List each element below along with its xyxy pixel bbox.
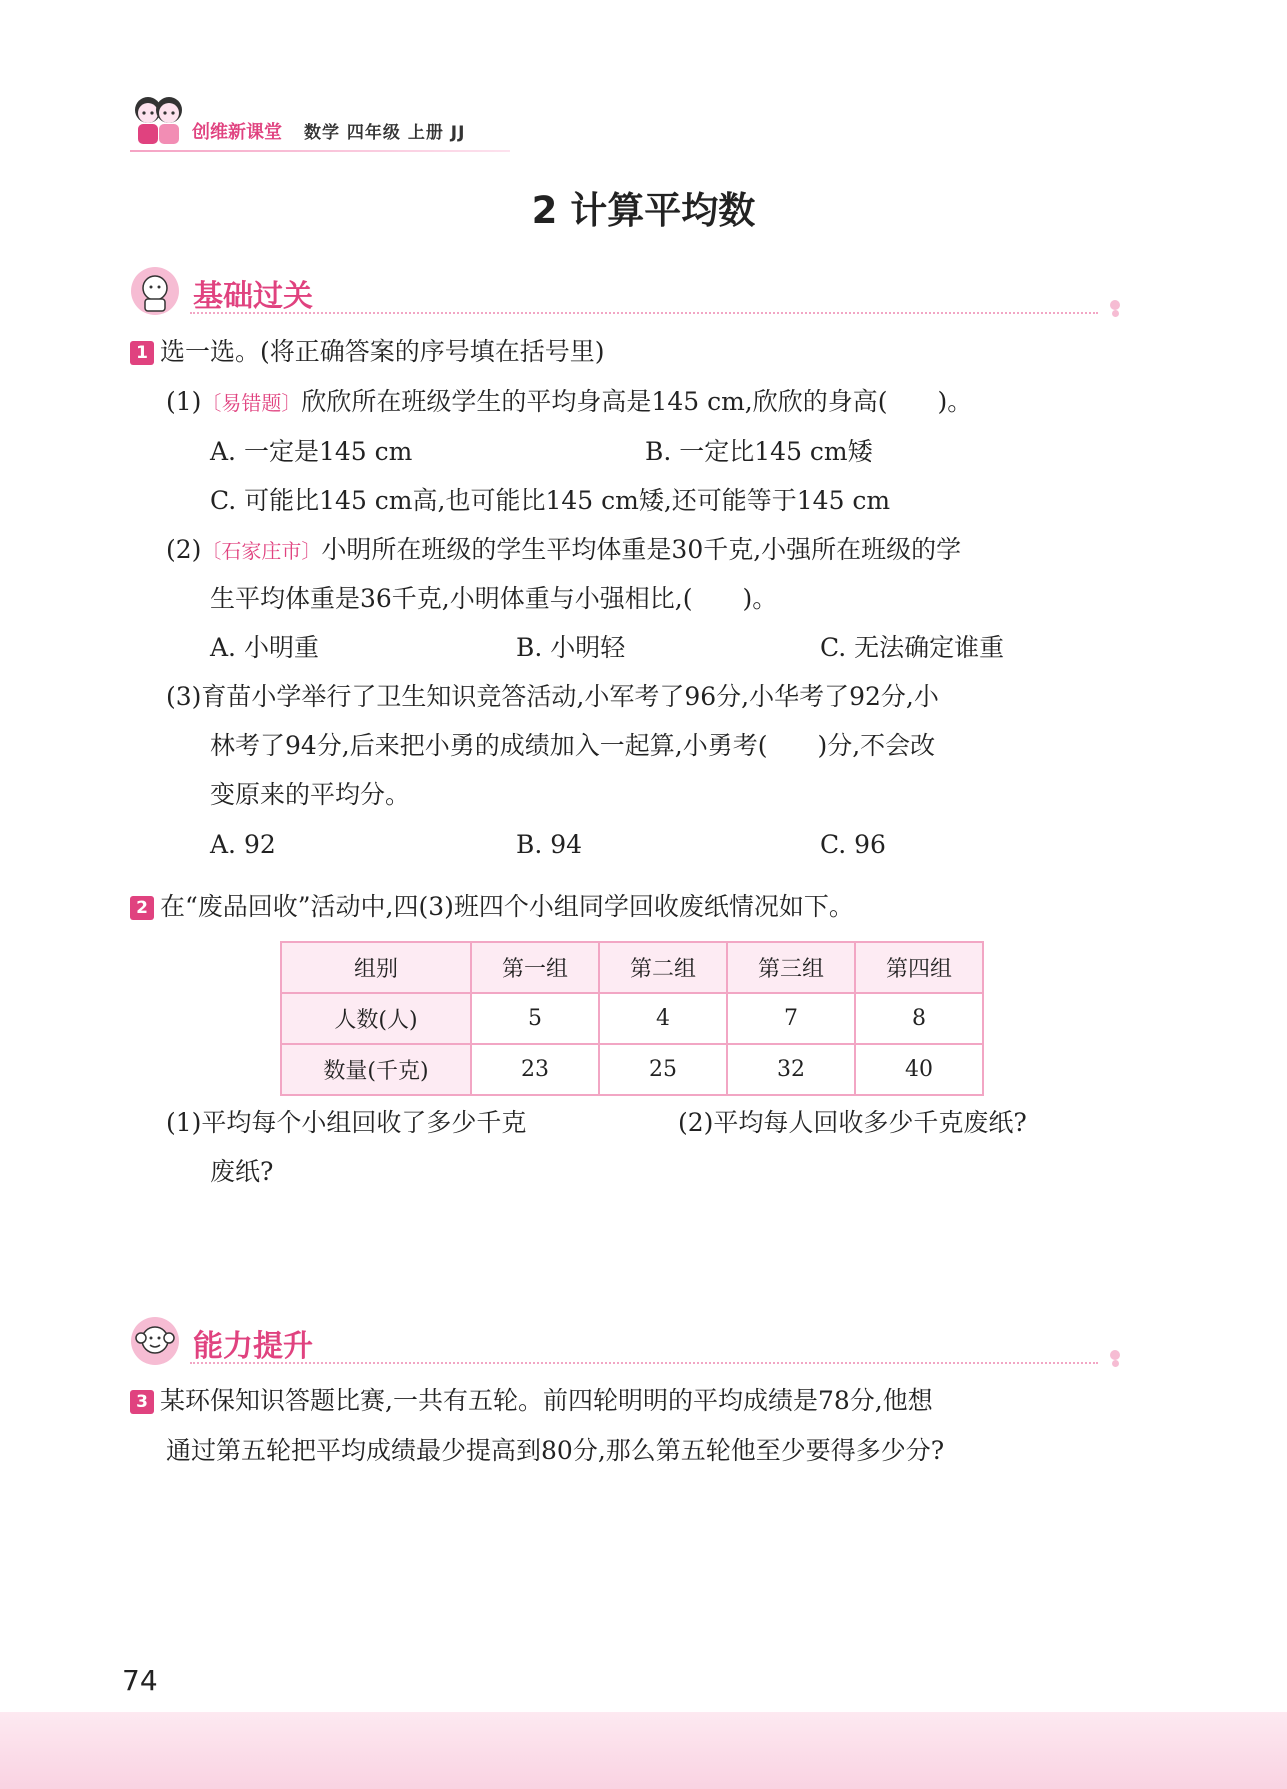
table-cell: 5 bbox=[471, 993, 599, 1044]
header-subject: 数学 四年级 上册 JJ bbox=[304, 123, 466, 143]
q1-p3-option-b: B. 94 bbox=[516, 830, 583, 859]
header-brand: 创维新课堂 bbox=[192, 122, 282, 143]
q1-p1-option-b: B. 一定比145 cm矮 bbox=[645, 437, 873, 466]
table-cell: 数量(千克) bbox=[281, 1044, 471, 1095]
section-advanced-title: 能力提升 bbox=[193, 1329, 313, 1364]
q3-line1-text: 某环保知识答题比赛,一共有五轮。前四轮明明的平均成绩是78分,他想 bbox=[160, 1386, 933, 1415]
table-header-cell: 第二组 bbox=[599, 942, 727, 993]
q1-p2-option-c: C. 无法确定谁重 bbox=[820, 633, 1005, 662]
q1-p1-text: 欣欣所在班级学生的平均身高是145 cm,欣欣的身高( )。 bbox=[301, 387, 973, 416]
q1-stem bbox=[130, 337, 605, 367]
q2-stem bbox=[130, 892, 854, 922]
q2-stem-text: 在“废品回收”活动中,四(3)班四个小组同学回收废纸情况如下。 bbox=[160, 892, 854, 921]
page-number: 74 bbox=[122, 1664, 158, 1697]
table-cell: 25 bbox=[599, 1044, 727, 1095]
q3-line1 bbox=[130, 1386, 933, 1416]
q3-number: 3 bbox=[130, 1390, 154, 1414]
q1-p3-line2: 林考了94分,后来把小勇的成绩加入一起算,小勇考( )分,不会改 bbox=[210, 731, 936, 760]
decor-dot bbox=[1110, 300, 1120, 310]
q1-p1-label: (1) bbox=[166, 387, 202, 416]
table-cell: 人数(人) bbox=[281, 993, 471, 1044]
section-basic-divider bbox=[190, 312, 1098, 314]
q1-p2-line1 bbox=[166, 535, 961, 566]
mascot-logo-icon bbox=[128, 92, 188, 150]
q1-p2-tag: 〔石家庄市〕 bbox=[201, 539, 322, 563]
recycling-table bbox=[280, 941, 984, 1096]
q1-p1 bbox=[166, 387, 972, 418]
section-advanced-divider bbox=[190, 1362, 1098, 1364]
page-title: 2 计算平均数 bbox=[531, 189, 756, 232]
teacher-mascot-icon bbox=[130, 266, 180, 316]
q2-sub2: (2)平均每人回收多少千克废纸? bbox=[678, 1108, 1027, 1137]
table-header-cell: 第三组 bbox=[727, 942, 855, 993]
q1-p3-option-a: A. 92 bbox=[210, 830, 276, 859]
q2-sub1-line1: (1)平均每个小组回收了多少千克 bbox=[166, 1108, 527, 1137]
q1-p1-option-a: A. 一定是145 cm bbox=[210, 437, 413, 466]
q1-p2-line2: 生平均体重是36千克,小明体重与小强相比,( )。 bbox=[210, 584, 778, 613]
table-row bbox=[281, 1044, 983, 1095]
q1-p3-line1: (3)育苗小学举行了卫生知识竞答活动,小军考了96分,小华考了92分,小 bbox=[166, 682, 939, 711]
table-cell: 23 bbox=[471, 1044, 599, 1095]
monkey-mascot-icon bbox=[130, 1316, 180, 1366]
q1-p1-option-c: C. 可能比145 cm高,也可能比145 cm矮,还可能等于145 cm bbox=[210, 486, 891, 515]
table-row bbox=[281, 993, 983, 1044]
table-cell: 32 bbox=[727, 1044, 855, 1095]
q1-number: 1 bbox=[130, 341, 154, 365]
q2-number: 2 bbox=[130, 896, 154, 920]
q1-p2-label: (2) bbox=[166, 535, 202, 564]
table-header-cell: 第一组 bbox=[471, 942, 599, 993]
decor-dot bbox=[1110, 1350, 1120, 1360]
decor-dot bbox=[1112, 310, 1119, 317]
table-cell: 8 bbox=[855, 993, 983, 1044]
q1-stem-text: 选一选。(将正确答案的序号填在括号里) bbox=[160, 337, 605, 366]
header-divider bbox=[130, 150, 510, 152]
q1-p3-line3: 变原来的平均分。 bbox=[210, 780, 411, 809]
q1-p2-option-a: A. 小明重 bbox=[210, 633, 319, 662]
q3-line2: 通过第五轮把平均成绩最少提高到80分,那么第五轮他至少要得多少分? bbox=[166, 1436, 945, 1465]
table-cell: 40 bbox=[855, 1044, 983, 1095]
table-header-cell: 组别 bbox=[281, 942, 471, 993]
footer-band bbox=[0, 1712, 1287, 1789]
q1-p2-option-b: B. 小明轻 bbox=[516, 633, 626, 662]
q1-p1-tag: 〔易错题〕 bbox=[201, 391, 302, 415]
decor-dot bbox=[1112, 1360, 1119, 1367]
table-header-row bbox=[281, 942, 983, 993]
table-header-cell: 第四组 bbox=[855, 942, 983, 993]
q1-p3-option-c: C. 96 bbox=[820, 830, 886, 859]
table-cell: 7 bbox=[727, 993, 855, 1044]
q1-p2-text1: 小明所在班级的学生平均体重是30千克,小强所在班级的学 bbox=[321, 535, 962, 564]
section-basic-title: 基础过关 bbox=[193, 279, 313, 314]
q2-sub1-line2: 废纸? bbox=[210, 1157, 274, 1186]
table-cell: 4 bbox=[599, 993, 727, 1044]
